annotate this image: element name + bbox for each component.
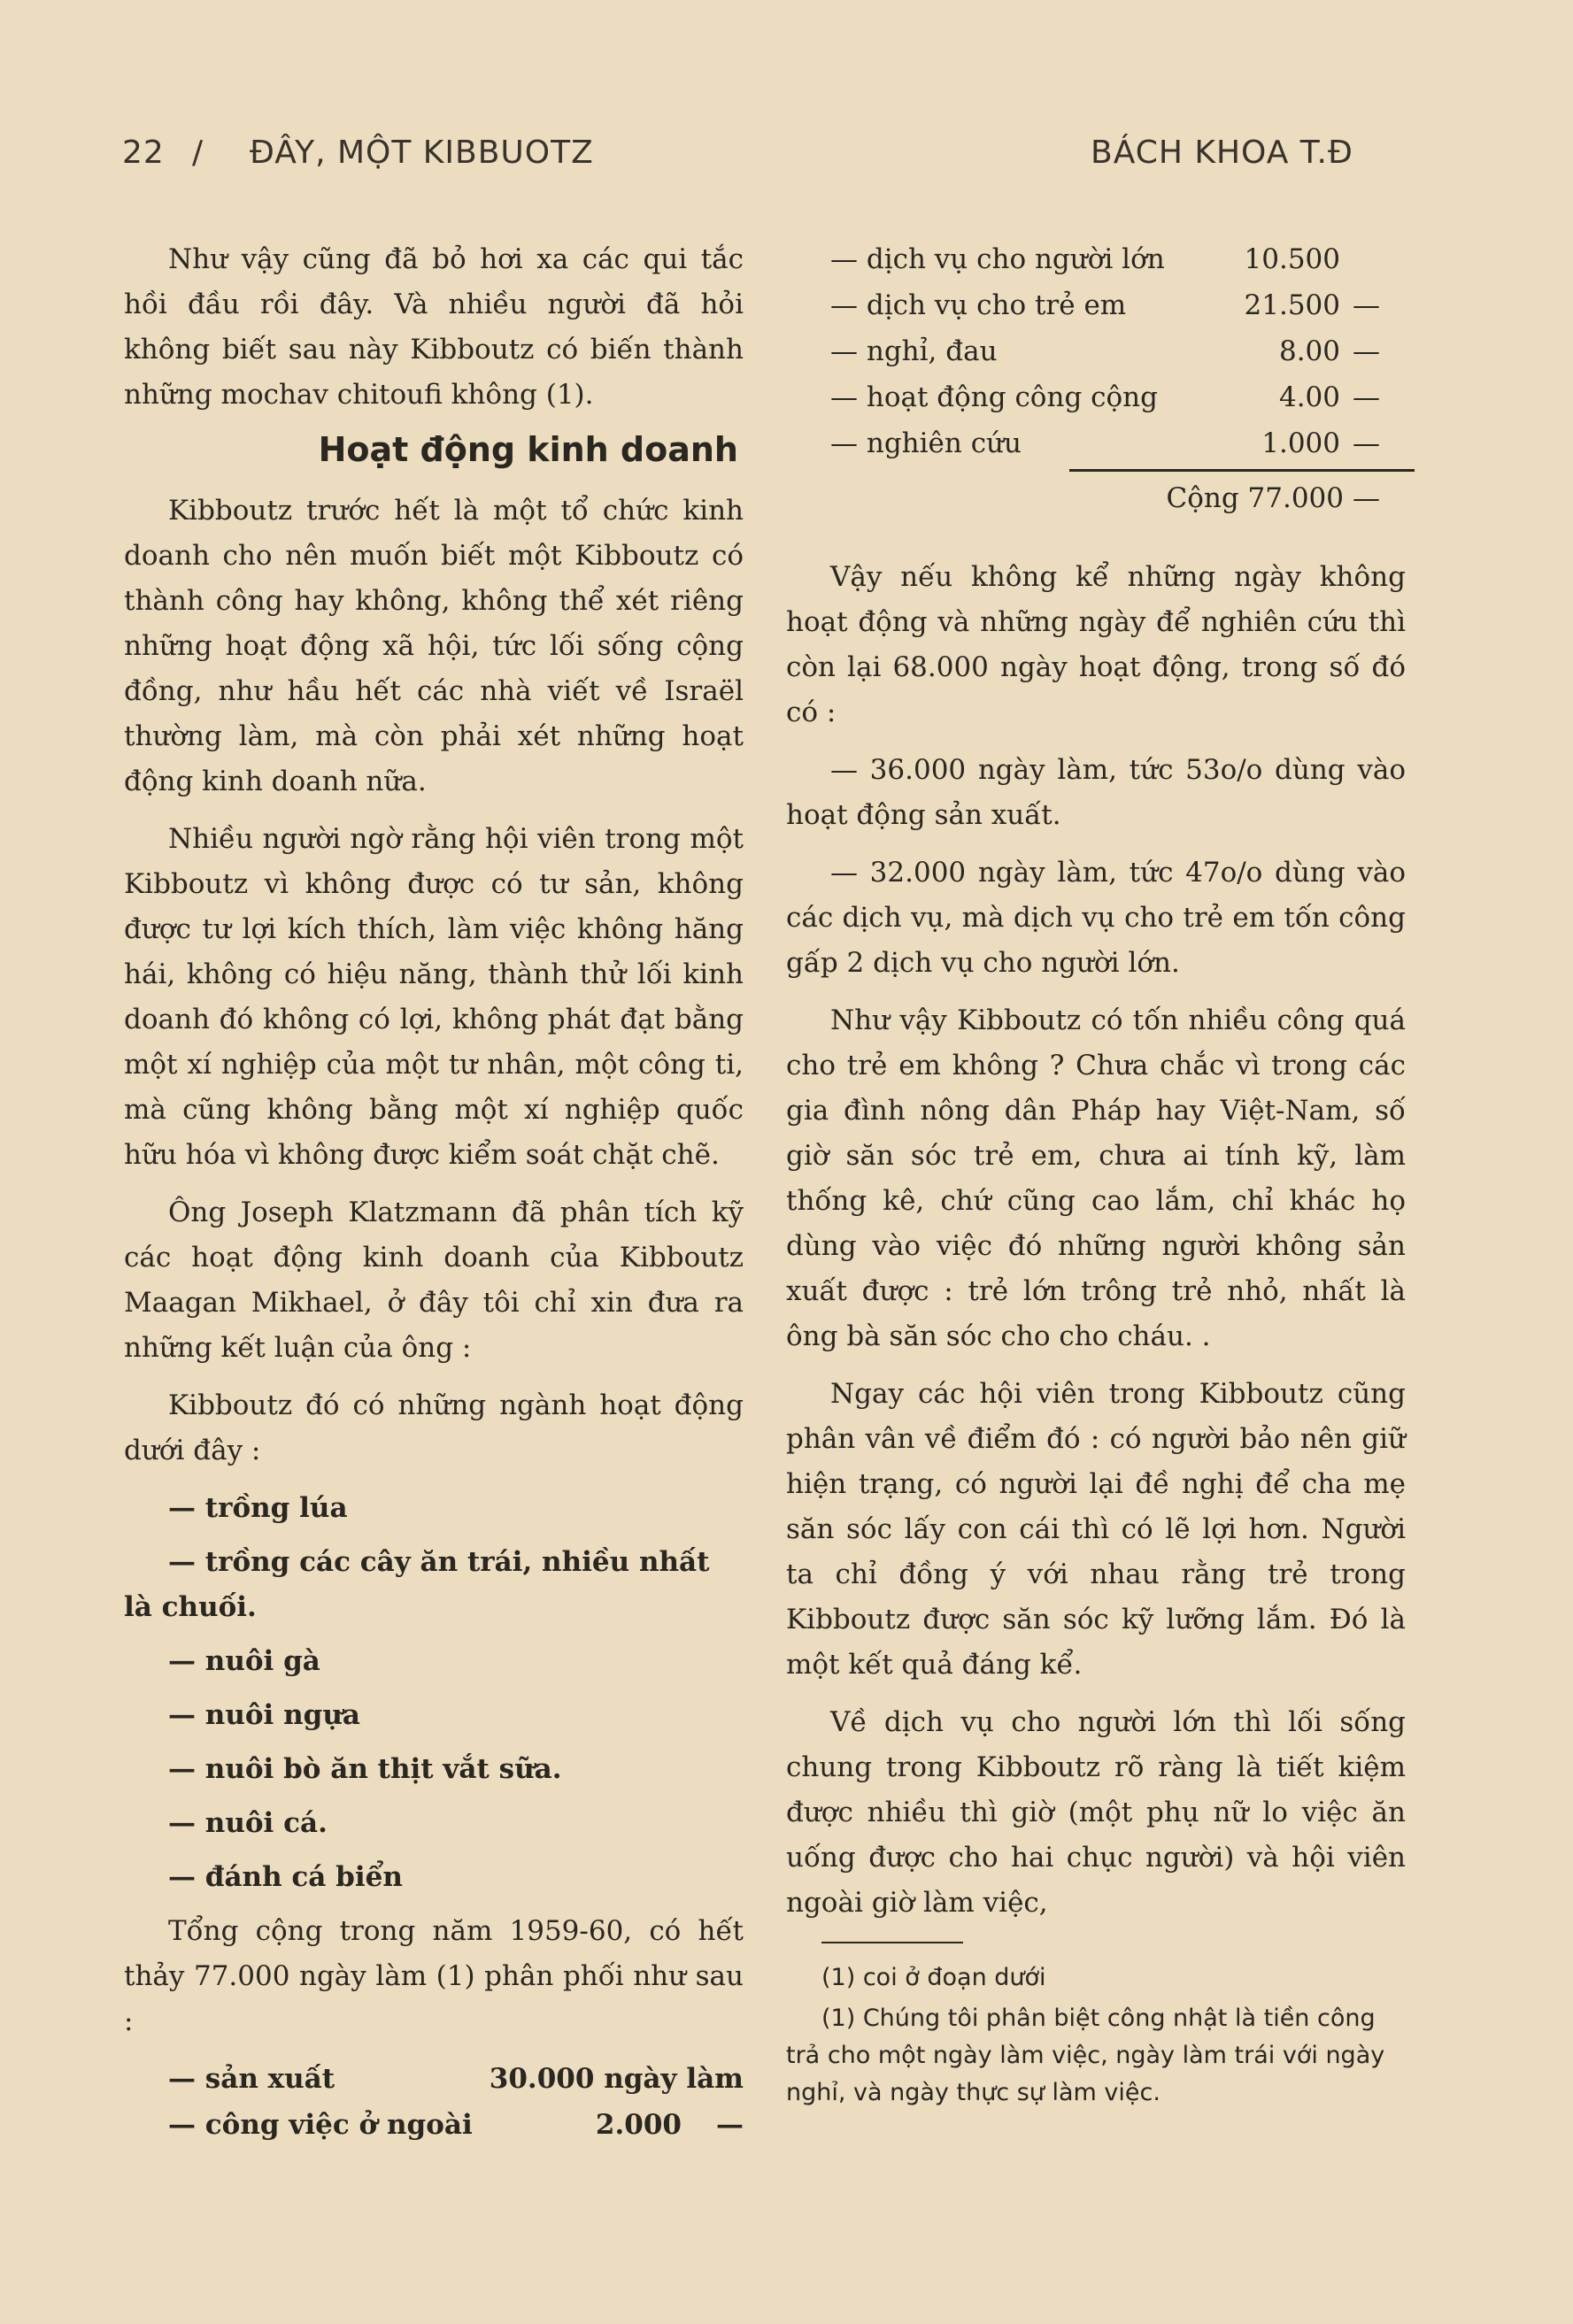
left-column [124, 237, 744, 2149]
distribution-dash: — [1353, 427, 1380, 459]
paragraph: Như vậy Kibboutz có tốn nhiều công quá cho trẻ em không ? Chưa chắc vì trong các gia đình nông dân Pháp hay Việt-Nam, số giờ săn sóc trẻ em, chưa ai tính kỹ, làm thống kê, chứ cũng cao lắm, chỉ khác họ dùng vào việc đó những người không sản xuất được : trẻ lớn trông trẻ nhỏ, nhất là ông bà săn sóc cho cho cháu. . [786, 1004, 1406, 1352]
total-value: Cộng 77.000 [1166, 482, 1344, 514]
distribution-row [124, 2103, 744, 2147]
activity-item: — nuôi ngựa [168, 1699, 360, 1731]
activity-item: — đánh cá biển [168, 1861, 403, 1893]
distribution-row [786, 237, 1406, 281]
distribution-row [786, 421, 1406, 466]
paragraph: Nhiều người ngờ rằng hội viên trong một Kibboutz vì không được có tư sản, không được tư lợi kích thích, làm việc không hăng hái, không có hiệu năng, thành thử lối kinh doanh đó không có lợi, không phát đạt bằng một xí nghiệp của một tư nhân, một công ti, mà cũng không bằng một xí nghiệp quốc hữu hóa vì không được kiểm soát chặt chẽ. [124, 823, 744, 1171]
distribution-label: — dịch vụ cho người lớn [830, 243, 1165, 275]
paragraph: Như vậy cũng đã bỏ hơi xa các qui tắc hồi đầu rồi đây. Và nhiều người đã hỏi không biết sau này Kibboutz có biến thành những mochav chitoufi không (1). [124, 243, 744, 411]
total-row [786, 477, 1406, 519]
total-dash: — [1353, 482, 1380, 514]
distribution-value: 10.500 [1244, 243, 1340, 275]
distribution-label: — nghỉ, đau [830, 335, 998, 367]
paragraph: Vậy nếu không kể những ngày không hoạt động và những ngày để nghiên cứu thì còn lại 68.000 ngày hoạt động, trong số đó có : [786, 561, 1406, 728]
footnote: (1) Chúng tôi phân biệt công nhật là tiền công trả cho một ngày làm việc, ngày làm trái với ngày nghỉ, và ngày thực sự làm việc. [786, 2005, 1385, 2106]
distribution-label: — sản xuất [168, 2063, 335, 2095]
distribution-dash: — [1353, 381, 1380, 413]
distribution-label: — hoạt động công cộng [830, 381, 1158, 413]
distribution-value: 2.000 [595, 2109, 682, 2141]
distribution-value: 30.000 ngày làm [489, 2063, 744, 2095]
activity-item: — trồng các cây ăn trái, nhiều nhất là chuối. [124, 1546, 710, 1623]
page-number: 22 [122, 135, 165, 171]
distribution-dash: — [1353, 289, 1380, 321]
distribution-row [124, 2057, 744, 2101]
distribution-value: 4.00 [1278, 381, 1340, 413]
paragraph: Kibboutz đó có những ngành hoạt động dưới đây : [124, 1389, 744, 1466]
distribution-label: — công việc ở ngoài [168, 2109, 473, 2141]
distribution-row [786, 375, 1406, 419]
footnote-rule [821, 1942, 963, 1943]
distribution-value: 8.00 [1278, 335, 1340, 367]
total-rule [1069, 469, 1415, 472]
article-title: ĐÂY, MỘT KIBBUOTZ [250, 135, 594, 171]
distribution-value: 21.500 [1244, 289, 1340, 321]
section-heading: Hoạt động kinh doanh [318, 430, 738, 469]
paragraph: — 32.000 ngày làm, tức 47o/o dùng vào các dịch vụ, mà dịch vụ cho trẻ em tốn công gấp 2 dịch vụ cho người lớn. [786, 857, 1406, 979]
distribution-row [786, 283, 1406, 327]
activity-item: — nuôi bò ăn thịt vắt sữa. [168, 1753, 562, 1785]
distribution-label: — dịch vụ cho trẻ em [830, 289, 1127, 321]
paragraph: — 36.000 ngày làm, tức 53o/o dùng vào hoạt động sản xuất. [786, 754, 1406, 831]
paragraph: Tổng cộng trong năm 1959-60, có hết thảy 77.000 ngày làm (1) phân phối như sau : [124, 1915, 744, 2037]
paragraph: Kibboutz trước hết là một tổ chức kinh doanh cho nên muốn biết một Kibboutz có thành công hay không, không thể xét riêng những hoạt động xã hội, tức lối sống cộng đồng, như hầu hết các nhà viết về Israël thường làm, mà còn phải xét những hoạt động kinh doanh nữa. [124, 495, 744, 797]
distribution-dash: — [1353, 335, 1380, 367]
footnote: (1) coi ở đoạn dưới [821, 1964, 1046, 1991]
paragraph: Ông Joseph Klatzmann đã phân tích kỹ các hoạt động kinh doanh của Kibboutz Maagan Mikhael, ở đây tôi chỉ xin đưa ra những kết luận của ông : [124, 1197, 744, 1364]
paragraph: Ngay các hội viên trong Kibboutz cũng phân vân về điểm đó : có người bảo nên giữ hiện trạng, có người lại đề nghị để cha mẹ săn sóc lấy con cái thì có lẽ lợi hơn. Người ta chỉ đồng ý với nhau rằng trẻ trong Kibboutz được săn sóc kỹ lưỡng lắm. Đó là một kết quả đáng kể. [786, 1378, 1406, 1681]
distribution-dash: — [716, 2109, 744, 2141]
right-column [786, 237, 1406, 2115]
distribution-label: — nghiên cứu [830, 427, 1022, 459]
activity-item: — nuôi cá. [168, 1807, 328, 1839]
activity-item: — trồng lúa [168, 1492, 348, 1524]
distribution-value: 1.000 [1261, 427, 1340, 459]
header-separator: / [192, 135, 204, 171]
paragraph: Về dịch vụ cho người lớn thì lối sống chung trong Kibboutz rõ ràng là tiết kiệm được nhiều thì giờ (một phụ nữ lo việc ăn uống được cho hai chục người) và hội viên ngoài giờ làm việc, [786, 1706, 1406, 1919]
magazine-name: BÁCH KHOA T.Đ [1091, 135, 1353, 171]
distribution-row [786, 329, 1406, 373]
activity-item: — nuôi gà [168, 1645, 320, 1677]
